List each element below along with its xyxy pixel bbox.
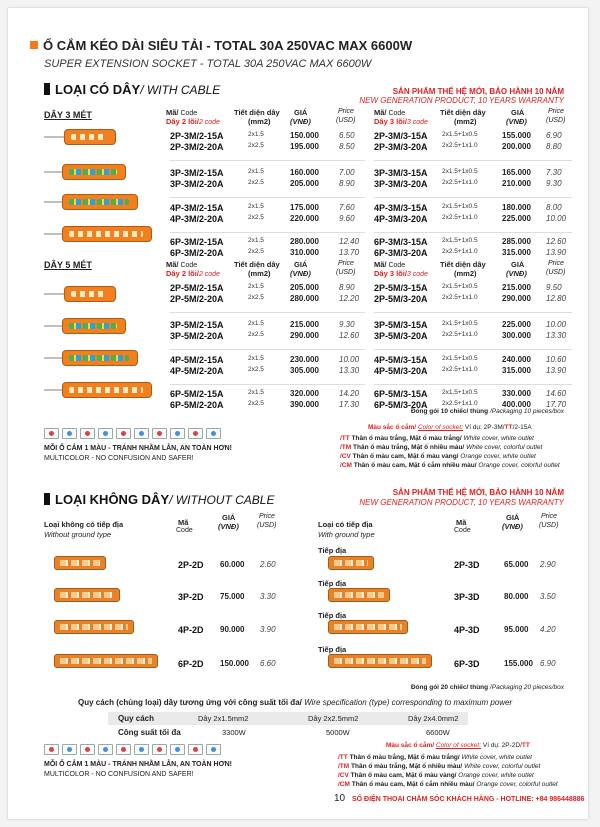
wire-spec: 2x2.5+1x1.0	[442, 214, 478, 221]
product-code: 6P-3D	[454, 659, 480, 669]
wire-spec: 2x2.5	[248, 400, 264, 407]
outlet-icon	[98, 744, 113, 755]
color-socket-label-1: Màu sắc ổ cắm/ Color of socket: Ví dụ: 2P-3M/TT/2-15A	[368, 424, 532, 431]
color-legend-item: /CV Thân ổ màu cam, Mặt ổ màu vàng/ Orange cover, white outlet	[340, 453, 536, 460]
wire-spec-title: Quy cách (chủng loại) dây tương ứng với công suất tối đa/ Wire specification (type) corresponding to maximum power	[78, 698, 513, 707]
product-code: 4P-3D	[454, 625, 480, 635]
newgen-en-2: NEW GENERATION PRODUCT, 10 YEARS WARRANTY	[359, 498, 564, 507]
product-code: 2P-3M/3-15A	[374, 131, 428, 141]
wire-spec: 2x2.5+1x1.0	[442, 142, 478, 149]
price-vnd: 310.000	[290, 248, 319, 257]
wire-spec-row-1: Quy cách Dây 2x1.5mm2 Dây 2x2.5mm2 Dây 2x4.0mm2	[108, 712, 468, 725]
price-usd: 8.80	[546, 142, 562, 151]
outlet-icon	[80, 744, 95, 755]
price-usd: 13.90	[546, 366, 567, 375]
wire-spec: 2x1.5	[248, 355, 264, 362]
row-divider	[170, 349, 365, 350]
price-vnd: 315.000	[502, 248, 531, 257]
row-divider	[170, 197, 365, 198]
outlet-icon	[134, 744, 149, 755]
price-usd: 13.70	[339, 248, 360, 257]
product-code: 4P-3M/2-20A	[170, 214, 224, 224]
product-code: 2P-3M/2-15A	[170, 131, 224, 141]
product-code: 6P-5M/3-20A	[374, 400, 428, 410]
product-code: 2P-5M/3-15A	[374, 283, 428, 293]
price-vnd: 150.000	[220, 659, 249, 668]
price-usd: 13.30	[339, 366, 360, 375]
product-image-2p-3d	[328, 556, 374, 570]
product-code: 6P-3M/3-15A	[374, 237, 428, 247]
wire-spec: 2x2.5+1x1.0	[442, 248, 478, 255]
outlet-icon	[152, 428, 167, 439]
section-with-cable: LOẠI CÓ DÂY/ WITH CABLE	[44, 82, 220, 97]
price-vnd: 290.000	[290, 331, 319, 340]
price-vnd: 80.000	[504, 592, 529, 601]
wire-spec: 2x1.5+1x0.5	[442, 389, 478, 396]
day3-label: DÂY 3 MÉT	[44, 110, 92, 120]
row-divider	[374, 349, 572, 350]
price-usd: 4.20	[540, 625, 556, 634]
product-image-3p-3d	[328, 588, 390, 602]
price-vnd: 280.000	[290, 237, 319, 246]
price-vnd: 305.000	[290, 366, 319, 375]
wire-spec: 2x1.5+1x0.5	[442, 131, 478, 138]
price-usd: 12.60	[546, 237, 567, 246]
price-vnd: 300.000	[502, 331, 531, 340]
wire-spec: 2x1.5+1x0.5	[442, 203, 478, 210]
wire-spec: 2x2.5+1x1.0	[442, 179, 478, 186]
section-block-icon	[44, 83, 50, 95]
product-code: 6P-3M/2-20A	[170, 248, 224, 258]
multicolor-note-vn-2: MỖI Ổ CẮM 1 MÀU - TRÁNH NHẦM LẪN, AN TOÀN HƠN!	[44, 761, 232, 768]
page-title: Ổ CẮM KÉO DÀI SIÊU TẢI - TOTAL 30A 250VAC MAX 6600W	[30, 38, 412, 53]
product-code: 6P-2D	[178, 659, 204, 669]
packaging-note-nocable: Đóng gói 20 chiếc/ thùng /Packaging 20 pieces/box	[410, 684, 564, 691]
product-code: 4P-5M/3-15A	[374, 355, 428, 365]
section-without-cable: LOẠI KHÔNG DÂY/ WITHOUT CABLE	[44, 492, 274, 507]
wire-spec-row-2: Công suất tối đa 3300W 5000W 6600W	[118, 728, 450, 737]
outlet-icon	[44, 428, 59, 439]
product-code: 4P-5M/2-20A	[170, 366, 224, 376]
price-vnd: 320.000	[290, 389, 319, 398]
price-vnd: 225.000	[502, 214, 531, 223]
price-vnd: 210.000	[502, 179, 531, 188]
price-usd: 6.90	[546, 131, 562, 140]
product-code: 3P-3M/2-20A	[170, 179, 224, 189]
no-ground-subtitle: Without ground type	[44, 530, 112, 539]
price-usd: 12.80	[546, 294, 567, 303]
product-code: 2P-3M/2-20A	[170, 142, 224, 152]
multicolor-note-en-2: MULTICOLOR - NO CONFUSION AND SAFER!	[44, 771, 194, 778]
product-code: 3P-3M/3-20A	[374, 179, 428, 189]
price-vnd: 205.000	[290, 179, 319, 188]
product-code: 6P-5M/2-20A	[170, 400, 224, 410]
price-vnd: 65.000	[504, 560, 529, 569]
price-usd: 2.90	[540, 560, 556, 569]
color-legend-item: /CV Thân ổ màu cam, Mặt ổ màu vàng/ Orange cover, white outlet	[338, 772, 534, 779]
outlet-icon	[44, 744, 59, 755]
product-code: 3P-5M/3-15A	[374, 320, 428, 330]
wire-spec: 2x1.5	[248, 131, 264, 138]
price-usd: 6.90	[540, 659, 556, 668]
wire-spec: 2x2.5+1x1.0	[442, 366, 478, 373]
product-code: 4P-3M/3-15A	[374, 203, 428, 213]
ground-label: Tiếp địa	[318, 645, 347, 654]
outlet-icon	[62, 428, 77, 439]
product-code: 3P-2D	[178, 592, 204, 602]
ground-label: Tiếp địa	[318, 546, 347, 555]
row-divider	[170, 384, 365, 385]
price-vnd: 175.000	[290, 203, 319, 212]
color-legend-item: /CM Thân ổ màu cam, Mặt ổ cắm nhiều màu/ Orange cover, colorful outlet	[340, 462, 560, 469]
product-code: 2P-5M/2-15A	[170, 283, 224, 293]
price-usd: 7.00	[339, 168, 355, 177]
newgen-en: NEW GENERATION PRODUCT, 10 YEARS WARRANTY	[359, 96, 564, 105]
price-usd: 9.30	[339, 320, 355, 329]
price-usd: 8.50	[339, 142, 355, 151]
product-code: 2P-5M/3-20A	[374, 294, 428, 304]
price-vnd: 220.000	[290, 214, 319, 223]
product-code: 6P-3M/3-20A	[374, 248, 428, 258]
outlet-icon	[134, 428, 149, 439]
product-image-6p-2d	[54, 654, 158, 668]
product-code: 3P-3M/3-15A	[374, 168, 428, 178]
outlet-type-icons-1	[44, 428, 221, 439]
price-vnd: 90.000	[220, 625, 245, 634]
outlet-type-icons-2	[44, 744, 221, 755]
outlet-icon	[152, 744, 167, 755]
outlet-icon	[206, 428, 221, 439]
ground-label: Tiếp địa	[318, 579, 347, 588]
price-vnd: 195.000	[290, 142, 319, 151]
row-divider	[170, 160, 365, 161]
section-block-icon	[44, 493, 50, 505]
price-usd: 7.60	[339, 203, 355, 212]
price-usd: 17.70	[546, 400, 567, 409]
price-usd: 8.00	[546, 203, 562, 212]
multicolor-note-en-1: MULTICOLOR - NO CONFUSION AND SAFER!	[44, 455, 194, 462]
price-vnd: 290.000	[502, 294, 531, 303]
wire-spec: 2x2.5+1x1.0	[442, 331, 478, 338]
wire-spec: 2x1.5+1x0.5	[442, 168, 478, 175]
price-usd: 10.60	[546, 355, 567, 364]
color-legend-item: /TT Thân ổ màu trắng, Mặt ổ màu trắng/ White cover, white outlet	[338, 754, 532, 761]
price-usd: 14.60	[546, 389, 567, 398]
wire-spec: 2x2.5+1x1.0	[442, 294, 478, 301]
wire-spec: 2x1.5+1x0.5	[442, 237, 478, 244]
row-divider	[374, 232, 572, 233]
product-code: 2P-2D	[178, 560, 204, 570]
price-usd: 3.50	[540, 592, 556, 601]
catalog-page: Ổ CẮM KÉO DÀI SIÊU TẢI - TOTAL 30A 250VAC MAX 6600W SUPER EXTENSION SOCKET - TOTAL 30A 250VAC MAX 6600W LOẠI CÓ DÂY/ WITH CABLE SẢN PHẨM THẾ HỆ MỚI, BẢO HÀNH 10 NĂM NEW GENERATION PRODUCT, 10 YEARS WARRANTY DÂY 3 MÉT DÂY 5 MÉT Mã/ Code Dây 2 lõi/2 code Tiết diện dây (mm2) GIÁ (VNĐ) Price (USD) Mã/ Code Dây 3 lõi/3 code Tiết diện dây (mm2) GIÁ (VNĐ) Price (USD) Mã/ Code Dây 2 lõi/2 code Tiết diện dây (mm2) GIÁ (VNĐ) Price (USD) Mã/ Code Dây 3 lõi/3 code Tiết diện dây (mm2) GIÁ (VNĐ) Price (USD) 2P-3M/2-15A 2x1.5 150.000 6.50 2P-3M/2-20A 2x2.5 195.000 8.50 3P-3M/2-15A 2x1.5 160.000 7.00 3P-3M/2-20A 2x2.5 205.000 8.90 4P-3M/2-15A 2x1.5 175.000 7.60 4P-3M/2-20A 2x2.5 220.000 9.60 6P-3M/2-15A 2x1.5 280.000 12.40 6P-3M/2-20A 2x2.5 310.000 13.70 2P-3M/3-15A 2x1.5+1x0.5 155.000 6.90 2P-3M/3-20A 2x2.5+1x1.0 200.000 8.80 3P-3M/3-15A 2x1.5+1x0.5 165.000 7.30 3P-3M/3-20A 2x2.5+1x1.0 210.000 9.30 4P-3M/3-15A 2x1.5+1x0.5 180.000 8.00 4P-3M/3-20A 2x2.5+1x1.0 225.000 10.00 6P-3M/3-15A 2x1.5+1x0.5 285.000 12.60 6P-3M/3-20A 2x2.5+1x1.0 315.000 13.90 2P-5M/2-15A 2x1.5 205.000 8.90 2P-5M/2-20A 2x2.5 280.000 12.20 3P-5M/2-15A 2x1.5 215.000 9.30 3P-5M/2-20A 2x2.5 290.000 12.60 4P-5M/2-15A 2x1.5 230.000 10.00 4P-5M/2-20A 2x2.5 305.000 13.30 6P-5M/2-15A 2x1.5 320.000 14.20 6P-5M/2-20A 2x2.5 390.000 17.30 2P-5M/3-15A 2x1.5+1x0.5 215.000 9.50 2P-5M/3-20A 2x2.5+1x1.0 290.000 12.80 3P-5M/3-15A 2x1.5+1x0.5 225.000 10.00 3P-5M/3-20A 2x2.5+1x1.0 300.000 13.30 4P-5M/3-15A 2x1.5+1x0.5 240.000 10.60 4P-5M/3-20A 2x2.5+1x1.0 315.000 13.90 6P-5M/3-15A 2x1.5+1x0.5 330.000 14.60 6P-5M/3-20A 2x2.5+1x1.0 400.000 17.70 Đóng gói 10 chiếc/ thùng /Packaging 10 pieces/box MỖI Ổ CẮM 1 MÀU - TRÁNH NHẦM LẪN, AN TOÀN HƠN! MULTICOLOR - NO CONFUSION AND SAFER! Màu sắc ổ cắm/ Color of socket: Ví dụ: 2P-3M/TT/2-15A /TT Thân ổ màu trắng, Mặt ổ màu trắng/ White cover, white outlet /TM Thân ổ màu trắng, Mặt ổ nhiều màu/ White cover, colorful outlet /CV Thân ổ màu cam, Mặt ổ màu vàng/ Orange cover, white outlet /CM Thân ổ màu cam, Mặt ổ cắm nhiều màu/ Orange cover, colorful outlet LOẠI KHÔNG DÂY/ WITHOUT CABLE SẢN PHẨM THẾ HỆ MỚI, BẢO HÀNH 10 NĂM NEW GENERATION PRODUCT, 10 YEARS WARRANTY Loại không có tiếp địa Without ground type Loại có tiếp địa With ground type Mã Code GIÁ (VNĐ) Price (USD) Mã Code GIÁ (VNĐ) Price (USD) Tiếp địa Tiếp địa Tiếp địa Tiếp địa 2P-2D 60.000 2.60 3P-2D 75.000 3.30 4P-2D 90.000 3.90 6P-2D 150.000 6.60 2P-3D 65.000 2.90 3P-3D 80.000 3.50 4P-3D 95.000 4.20 6P-3D 155.000 6.90 Đóng gói 20 chiếc/ thùng /Packaging 20 pieces/box Quy cách (chủng loại) dây tương ứng với công suất tối đa/ Wire specification (type) corresponding to maximum power Quy cách Dây 2x1.5mm2 Dây 2x2.5mm2 Dây 2x4.0mm2 Công suất tối đa 3300W 5000W 6600W MỖI Ổ CẮM 1 MÀU - TRÁNH NHẦM LẪN, AN TOÀN HƠN! MULTICOLOR - NO CONFUSION AND SAFER! Màu sắc ổ cắm/ Color of socket: Ví dụ: 2P-2D/TT /TT Thân ổ màu trắng, Mặt ổ màu trắng/ White cover, white outlet /TM Thân ổ màu trắng, Mặt ổ nhiều màu/ White cover, colorful outlet /CV Thân ổ màu cam, Mặt ổ màu vàng/ Orange cover, white outlet /CM Thân ổ màu cam, Mặt ổ cắm nhiều màu/ Orange cover, colorful outlet 10 SỐ ĐIỆN THOẠI CHĂM SÓC KHÁCH HÀNG - HOTLINE: +84 986448886	[8, 8, 588, 819]
price-usd: 14.20	[339, 389, 360, 398]
price-vnd: 75.000	[220, 592, 245, 601]
price-vnd: 205.000	[290, 283, 319, 292]
product-code: 3P-5M/2-20A	[170, 331, 224, 341]
product-image-4p-2d	[54, 620, 134, 634]
product-code: 2P-3D	[454, 560, 480, 570]
product-code: 4P-5M/3-20A	[374, 366, 428, 376]
ground-subtitle: With ground type	[318, 530, 375, 539]
outlet-icon	[206, 744, 221, 755]
product-image-2p-2d	[54, 556, 106, 570]
row-divider	[374, 312, 572, 313]
wire-spec: 2x1.5	[248, 203, 264, 210]
outlet-icon	[98, 428, 113, 439]
product-code: 6P-5M/3-15A	[374, 389, 428, 399]
hotline: SỐ ĐIỆN THOẠI CHĂM SÓC KHÁCH HÀNG - HOTLINE: +84 986448886	[352, 796, 585, 803]
product-code: 4P-3M/2-15A	[170, 203, 224, 213]
newgen-vn-2: SẢN PHẨM THẾ HỆ MỚI, BẢO HÀNH 10 NĂM	[392, 488, 564, 497]
outlet-icon	[116, 744, 131, 755]
product-image-4p-3d	[328, 620, 408, 634]
price-vnd: 160.000	[290, 168, 319, 177]
price-usd: 9.60	[339, 214, 355, 223]
wire-spec: 2x2.5	[248, 142, 264, 149]
price-vnd: 240.000	[502, 355, 531, 364]
color-legend-item: /TM Thân ổ màu trắng, Mặt ổ nhiều màu/ White cover, colorful outlet	[340, 444, 543, 451]
product-code: 3P-5M/3-20A	[374, 331, 428, 341]
page-subtitle: SUPER EXTENSION SOCKET - TOTAL 30A 250VAC MAX 6600W	[44, 58, 372, 70]
price-vnd: 230.000	[290, 355, 319, 364]
price-vnd: 390.000	[290, 400, 319, 409]
price-vnd: 60.000	[220, 560, 245, 569]
price-usd: 17.30	[339, 400, 360, 409]
product-image-6p-3d	[328, 654, 432, 668]
product-code: 2P-5M/2-20A	[170, 294, 224, 304]
price-usd: 6.60	[260, 659, 276, 668]
price-usd: 12.60	[339, 331, 360, 340]
newgen-vn: SẢN PHẨM THẾ HỆ MỚI, BẢO HÀNH 10 NĂM	[392, 87, 564, 96]
row-divider	[374, 197, 572, 198]
wire-spec: 2x1.5+1x0.5	[442, 283, 478, 290]
page-number: 10	[334, 793, 346, 804]
wire-spec: 2x2.5	[248, 214, 264, 221]
price-vnd: 280.000	[290, 294, 319, 303]
wire-spec: 2x1.5+1x0.5	[442, 355, 478, 362]
price-usd: 12.40	[339, 237, 360, 246]
product-code: 3P-3D	[454, 592, 480, 602]
wire-spec: 2x1.5+1x0.5	[442, 320, 478, 327]
product-code: 2P-3M/3-20A	[374, 142, 428, 152]
price-usd: 2.60	[260, 560, 276, 569]
outlet-icon	[62, 744, 77, 755]
price-vnd: 330.000	[502, 389, 531, 398]
price-vnd: 400.000	[502, 400, 531, 409]
ground-label: Tiếp địa	[318, 611, 347, 620]
color-legend-item: /CM Thân ổ màu cam, Mặt ổ cắm nhiều màu/ Orange cover, colorful outlet	[338, 781, 558, 788]
price-vnd: 315.000	[502, 366, 531, 375]
multicolor-note-vn-1: MỖI Ổ CẮM 1 MÀU - TRÁNH NHẦM LẪN, AN TOÀN HƠN!	[44, 445, 232, 452]
wire-spec: 2x1.5	[248, 320, 264, 327]
wire-spec: 2x1.5	[248, 283, 264, 290]
price-vnd: 215.000	[290, 320, 319, 329]
ground-title: Loại có tiếp địa	[318, 520, 373, 529]
price-vnd: 150.000	[290, 131, 319, 140]
color-legend-item: /TM Thân ổ màu trắng, Mặt ổ nhiều màu/ White cover, colorful outlet	[338, 763, 541, 770]
packaging-note-cable: Đóng gói 10 chiếc/ thùng /Packaging 10 pieces/box	[410, 408, 564, 415]
price-usd: 10.00	[339, 355, 360, 364]
row-divider	[170, 232, 365, 233]
outlet-icon	[170, 428, 185, 439]
price-usd: 12.20	[339, 294, 360, 303]
price-vnd: 200.000	[502, 142, 531, 151]
price-vnd: 225.000	[502, 320, 531, 329]
wire-spec: 2x2.5	[248, 331, 264, 338]
price-usd: 13.30	[546, 331, 567, 340]
product-code: 6P-5M/2-15A	[170, 389, 224, 399]
row-divider	[170, 312, 365, 313]
price-vnd: 215.000	[502, 283, 531, 292]
product-code: 6P-3M/2-15A	[170, 237, 224, 247]
price-vnd: 285.000	[502, 237, 531, 246]
product-code: 4P-2D	[178, 625, 204, 635]
product-code: 3P-5M/2-15A	[170, 320, 224, 330]
price-usd: 6.50	[339, 131, 355, 140]
day5-label: DÂY 5 MÉT	[44, 260, 92, 270]
price-usd: 9.50	[546, 283, 562, 292]
outlet-icon	[80, 428, 95, 439]
price-vnd: 180.000	[502, 203, 531, 212]
price-vnd: 155.000	[502, 131, 531, 140]
title-square-icon	[30, 41, 38, 49]
wire-spec: 2x1.5	[248, 237, 264, 244]
outlet-icon	[116, 428, 131, 439]
price-usd: 3.90	[260, 625, 276, 634]
row-divider	[374, 160, 572, 161]
product-code: 3P-3M/2-15A	[170, 168, 224, 178]
price-usd: 8.90	[339, 179, 355, 188]
outlet-icon	[188, 744, 203, 755]
product-code: 4P-5M/2-15A	[170, 355, 224, 365]
price-usd: 13.90	[546, 248, 567, 257]
price-usd: 8.90	[339, 283, 355, 292]
price-usd: 10.00	[546, 320, 567, 329]
color-socket-label-2: Màu sắc ổ cắm/ Color of socket: Ví dụ: 2P-2D/TT	[386, 742, 530, 749]
wire-spec: 2x1.5	[248, 389, 264, 396]
wire-spec: 2x2.5	[248, 179, 264, 186]
price-usd: 3.30	[260, 592, 276, 601]
wire-spec: 2x1.5	[248, 168, 264, 175]
wire-spec: 2x2.5+1x1.0	[442, 400, 478, 407]
price-vnd: 95.000	[504, 625, 529, 634]
wire-spec: 2x2.5	[248, 294, 264, 301]
product-image-3p-2d	[54, 588, 120, 602]
price-vnd: 165.000	[502, 168, 531, 177]
price-vnd: 155.000	[504, 659, 533, 668]
wire-spec: 2x2.5	[248, 366, 264, 373]
no-ground-title: Loại không có tiếp địa	[44, 520, 124, 529]
price-usd: 7.30	[546, 168, 562, 177]
product-code: 4P-3M/3-20A	[374, 214, 428, 224]
price-usd: 9.30	[546, 179, 562, 188]
price-usd: 10.00	[546, 214, 567, 223]
outlet-icon	[188, 428, 203, 439]
outlet-icon	[170, 744, 185, 755]
row-divider	[374, 384, 572, 385]
color-legend-item: /TT Thân ổ màu trắng, Mặt ổ màu trắng/ White cover, white outlet	[340, 435, 534, 442]
wire-spec: 2x2.5	[248, 248, 264, 255]
